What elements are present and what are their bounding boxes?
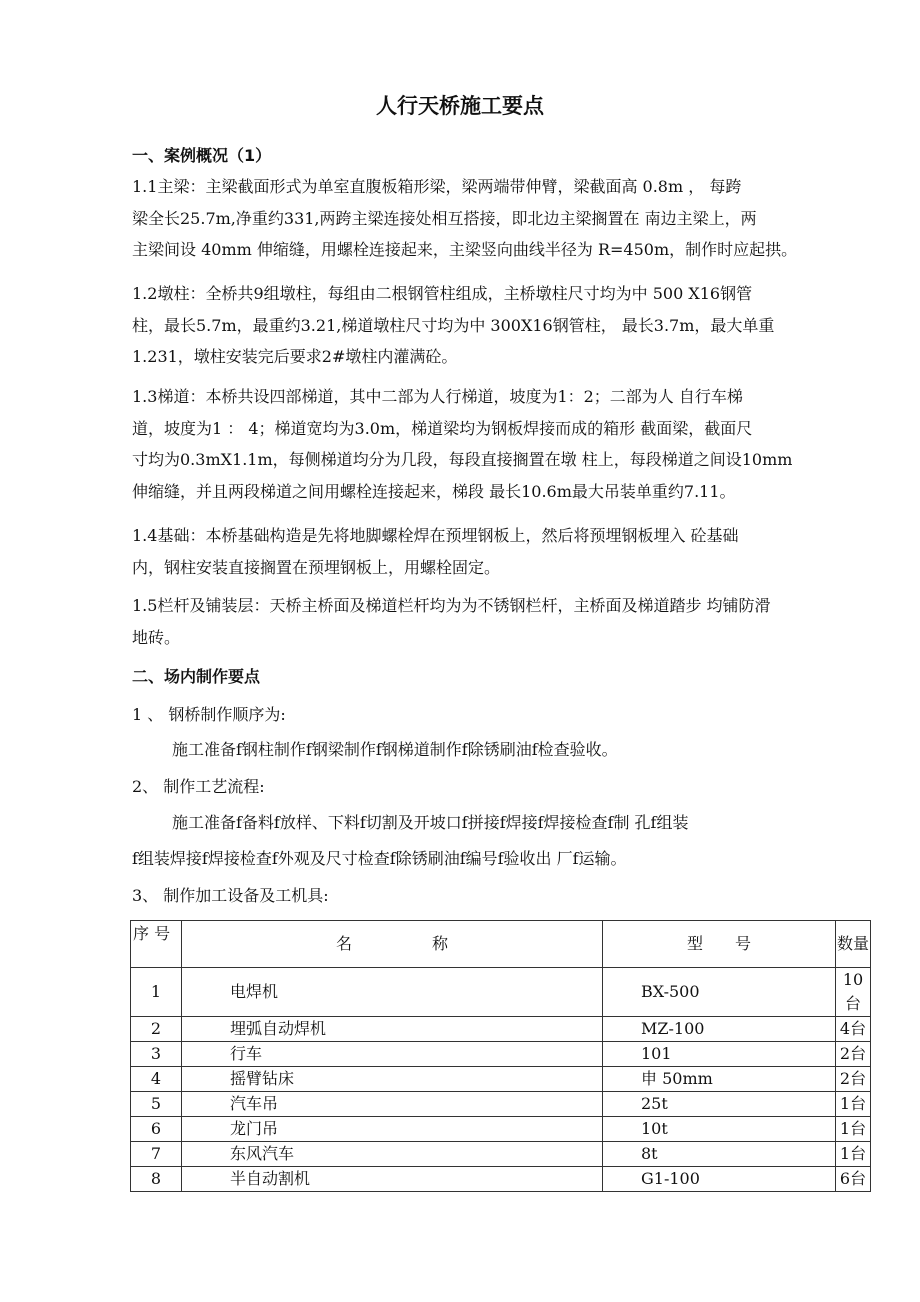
cell-quantity: 4台 xyxy=(836,1017,871,1042)
cell-quantity: 1台 xyxy=(836,1117,871,1142)
cell-model: 8t xyxy=(603,1142,836,1167)
cell-index: 7 xyxy=(131,1142,182,1167)
cell-quantity: 1台 xyxy=(836,1092,871,1117)
paragraph-line: 地砖。 xyxy=(132,627,181,647)
header-name: 名 称 xyxy=(182,921,603,968)
section1-heading: 一、案例概况（1） xyxy=(132,146,272,165)
table-row xyxy=(131,1142,871,1167)
paragraph-line: 寸均为0.3mX1.1m，每侧梯道均分为几段，每段直接搁置在墩 柱上，每段梯道之间设10mm xyxy=(132,450,793,469)
paragraph-line: 1.3梯道：本桥共设四部梯道，其中二部为人行梯道，坡度为1：2；二部为人 自行车梯 xyxy=(132,387,743,406)
table-row xyxy=(131,1067,871,1092)
cell-quantity: 6台 xyxy=(836,1167,871,1192)
step2-line-2: f组装焊接f焊接检查f外观及尺寸检查f除锈刷油f编号f验收出 厂f运输。 xyxy=(132,849,627,868)
cell-model: 101 xyxy=(603,1042,836,1067)
paragraph-line: 1.2墩柱：全桥共9组墩柱，每组由二根钢管柱组成，主桥墩柱尺寸均为中 500 X16钢管 xyxy=(132,284,753,303)
table-row xyxy=(131,968,871,1017)
table-header-row xyxy=(131,921,871,968)
step1-text: 施工准备f钢柱制作f钢梁制作f钢梯道制作f除锈刷油f检查验收。 xyxy=(172,740,618,759)
header-index: 序 号 xyxy=(131,921,182,968)
cell-quantity: 2台 xyxy=(836,1067,871,1092)
cell-index: 4 xyxy=(131,1067,182,1092)
paragraph-1-4 xyxy=(132,520,872,583)
paragraph-line: 主梁间设 40mm 伸缩缝，用螺栓连接起来，主梁竖向曲线半径为 R=450m，制作时应起拱。 xyxy=(132,240,798,259)
paragraph-1-1 xyxy=(132,171,872,266)
cell-model: 25t xyxy=(603,1092,836,1117)
table-row xyxy=(131,1017,871,1042)
paragraph-line: 伸缩缝，并且两段梯道之间用螺栓连接起来，梯段 最长10.6m最大吊装单重约7.11。 xyxy=(132,481,736,501)
step3-label: 3、 制作加工设备及工机具: xyxy=(132,886,329,905)
cell-model: 10t xyxy=(603,1117,836,1142)
cell-model: MZ-100 xyxy=(603,1017,836,1042)
paragraph-line: 梁全长25.7m,净重约331,两跨主梁连接处相互搭接，即北边主梁搁置在 南边主梁上，两 xyxy=(132,208,757,228)
paragraph-1-5 xyxy=(132,590,872,653)
step2-line-1: 施工准备f备料f放样、下料f切割及开坡口f拼接f焊接f焊接检查f制 孔f组装 xyxy=(172,813,689,832)
cell-quantity: 1台 xyxy=(836,1142,871,1167)
cell-index: 6 xyxy=(131,1117,182,1142)
cell-index: 1 xyxy=(131,968,182,1017)
document-title: 人行天桥施工要点 xyxy=(376,94,544,118)
section2-heading: 二、场内制作要点 xyxy=(132,667,261,686)
cell-index: 8 xyxy=(131,1167,182,1192)
paragraph-line: 柱，最长5.7m，最重约3.21,梯道墩柱尺寸均为中 300X16钢管柱， 最长3.7m，最大单重 xyxy=(132,315,775,335)
table-row xyxy=(131,1042,871,1067)
cell-name: 电焊机 xyxy=(182,968,603,1017)
paragraph-1-2 xyxy=(132,278,872,373)
paragraph-line: 道，坡度为1 ： 4；梯道宽均为3.0m，梯道梁均为钢板焊接而成的箱形 截面梁，截面尺 xyxy=(132,418,753,438)
cell-index: 3 xyxy=(131,1042,182,1067)
header-model: 型 号 xyxy=(603,921,836,968)
paragraph-line: 1.4基础：本桥基础构造是先将地脚螺栓焊在预埋钢板上，然后将预埋钢板埋入 砼基础 xyxy=(132,526,739,545)
cell-name: 东风汽车 xyxy=(182,1142,603,1167)
paragraph-line: 1.1主梁：主梁截面形式为单室直腹板箱形梁，梁两端带伸臂，梁截面高 0.8m ， 每跨 xyxy=(132,177,742,196)
cell-name: 龙门吊 xyxy=(182,1117,603,1142)
cell-name: 摇臂钻床 xyxy=(182,1067,603,1092)
cell-quantity: 2台 xyxy=(836,1042,871,1067)
paragraph-line: 1.231，墩柱安装完后要求2#墩柱内灌满砼。 xyxy=(132,347,458,366)
paragraph-line: 1.5栏杆及铺装层：天桥主桥面及梯道栏杆均为为不锈钢栏杆，主桥面及梯道踏步 均铺防滑 xyxy=(132,596,771,615)
paragraph-line: 内，钢柱安装直接搁置在预埋钢板上，用螺栓固定。 xyxy=(132,557,501,577)
cell-quantity: 10台 xyxy=(836,968,871,1017)
step2-label: 2、 制作工艺流程: xyxy=(132,777,265,796)
header-quantity: 数量 xyxy=(836,921,871,968)
cell-name: 埋弧自动焊机 xyxy=(182,1017,603,1042)
cell-model: BX-500 xyxy=(603,968,836,1017)
cell-index: 2 xyxy=(131,1017,182,1042)
table-row xyxy=(131,1117,871,1142)
cell-name: 汽车吊 xyxy=(182,1092,603,1117)
table-row xyxy=(131,1167,871,1192)
cell-name: 半自动割机 xyxy=(182,1167,603,1192)
cell-model: 申 50mm xyxy=(603,1067,836,1092)
table-row xyxy=(131,1092,871,1117)
cell-name: 行车 xyxy=(182,1042,603,1067)
paragraph-1-3 xyxy=(132,381,872,507)
cell-model: G1-100 xyxy=(603,1167,836,1192)
step1-label: 1 、 钢桥制作顺序为: xyxy=(132,705,286,724)
equipment-table xyxy=(130,920,871,1192)
cell-index: 5 xyxy=(131,1092,182,1117)
